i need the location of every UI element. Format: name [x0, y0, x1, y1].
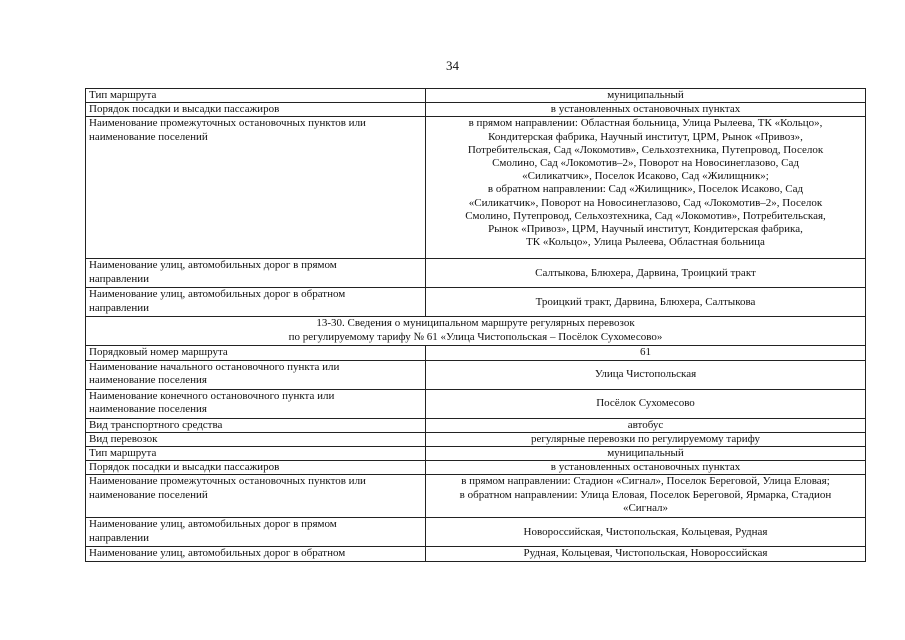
value-line: «Сигнал»	[622, 501, 669, 514]
start-stop-value: Улица Чистопольская	[426, 360, 866, 389]
table-row	[86, 389, 866, 418]
label-line: наименование поселения	[89, 373, 207, 386]
label-line: Наименование улиц, автомобильных дорог в обратном	[89, 288, 346, 301]
table-row	[86, 518, 866, 547]
boarding-order-label: Порядок посадки и высадки пассажиров	[86, 461, 426, 475]
label-line: Наименование улиц, автомобильных дорог в прямом	[89, 518, 337, 531]
table-row	[86, 432, 866, 446]
table-row	[86, 475, 866, 518]
value-line: Смолино, Сад «Локомотив–2», Поворот на Новосинеглазово, Сад	[492, 157, 799, 170]
table-row	[86, 418, 866, 432]
intermediate-stops-label	[86, 117, 426, 259]
streets-back-label: Наименование улиц, автомобильных дорог в обратном	[86, 547, 426, 561]
value-line: Рынок «Привоз», ЦРМ, Научный институт, Кондитерская фабрика,	[488, 223, 803, 236]
table-row	[86, 117, 866, 259]
label-line: наименование поселения	[89, 402, 207, 415]
table-row	[86, 360, 866, 389]
intermediate-stops-label	[86, 475, 426, 518]
route-type-value: муниципальный	[426, 89, 866, 103]
section-heading	[86, 317, 866, 346]
boarding-order-label: Порядок посадки и высадки пассажиров	[86, 103, 426, 117]
value-line: «Силикатчик», Поворот на Новосинеглазово, Сад «Локомотив–2», Поселок	[468, 196, 823, 209]
route-type-label: Тип маршрута	[86, 89, 426, 103]
label-line: наименование поселений	[89, 130, 208, 143]
value-line: в прямом направлении: Стадион «Сигнал», Поселок Береговой, Улица Еловая;	[461, 475, 830, 488]
intermediate-stops-value	[426, 117, 866, 259]
value-line: в прямом направлении: Областная больница, Улица Рылеева, ТК «Кольцо»,	[468, 117, 823, 130]
route-number-label: Порядковый номер маршрута	[86, 346, 426, 360]
value-line: Смолино, Путепровод, Сельхозтехника, Сад «Локомотив», Потребительская,	[465, 209, 826, 222]
page-number: 34	[446, 58, 459, 73]
streets-forward-value: Новороссийская, Чистопольская, Кольцевая, Рудная	[426, 518, 866, 547]
table-row	[86, 547, 866, 561]
label-line: наименование поселений	[89, 488, 208, 501]
streets-back-label	[86, 288, 426, 317]
route-type-label: Тип маршрута	[86, 447, 426, 461]
table-row	[86, 89, 866, 103]
label-line: Наименование промежуточных остановочных пунктов или	[89, 475, 366, 488]
value-line: ТК «Кольцо», Улица Рылеева, Областная больница	[526, 236, 765, 249]
label-line: Наименование конечного остановочного пункта или	[89, 389, 335, 402]
route-number-value: 61	[426, 346, 866, 360]
label-line: Наименование промежуточных остановочных пунктов или	[89, 117, 366, 130]
label-line: направлении	[89, 272, 149, 285]
start-stop-label	[86, 360, 426, 389]
boarding-order-value: в установленных остановочных пунктах	[426, 103, 866, 117]
section-heading-line: по регулируемому тарифу № 61 «Улица Чистопольская – Посёлок Сухомесово»	[288, 330, 663, 343]
route-table	[85, 88, 866, 562]
label-line: Наименование улиц, автомобильных дорог в прямом	[89, 259, 337, 272]
label-line: Наименование начального остановочного пункта или	[89, 360, 340, 373]
label-line: направлении	[89, 301, 149, 314]
value-line: «Силикатчик», Поселок Исаково, Сад «Жилищник»;	[522, 170, 769, 183]
intermediate-stops-value	[426, 475, 866, 518]
transport-kind-value: регулярные перевозки по регулируемому тарифу	[426, 432, 866, 446]
streets-back-value: Троицкий тракт, Дарвина, Блюхера, Салтыкова	[426, 288, 866, 317]
table-row	[86, 103, 866, 117]
table-row	[86, 288, 866, 317]
streets-forward-label	[86, 518, 426, 547]
boarding-order-value: в установленных остановочных пунктах	[426, 461, 866, 475]
vehicle-value: автобус	[426, 418, 866, 432]
value-line: в обратном направлении: Улица Еловая, Поселок Береговой, Ярмарка, Стадион	[459, 488, 832, 501]
value-line: в обратном направлении: Сад «Жилищник», Поселок Исаково, Сад	[487, 183, 804, 196]
streets-back-value: Рудная, Кольцевая, Чистопольская, Новороссийская	[426, 547, 866, 561]
transport-kind-label: Вид перевозок	[86, 432, 426, 446]
label-line: направлении	[89, 531, 149, 544]
table-row	[86, 461, 866, 475]
table-row	[86, 259, 866, 288]
table-row	[86, 346, 866, 360]
route-type-value: муниципальный	[426, 447, 866, 461]
value-line: Потребительская, Сад «Локомотив», Сельхозтехника, Путепровод, Поселок	[467, 143, 824, 156]
value-line: Кондитерская фабрика, Научный институт, ЦРМ, Рынок «Привоз»,	[488, 130, 803, 143]
streets-forward-value: Салтыкова, Блюхера, Дарвина, Троицкий тракт	[426, 259, 866, 288]
vehicle-label: Вид транспортного средства	[86, 418, 426, 432]
end-stop-label	[86, 389, 426, 418]
end-stop-value: Посёлок Сухомесово	[426, 389, 866, 418]
section-heading-row	[86, 317, 866, 346]
table-row	[86, 447, 866, 461]
section-heading-line: 13-30. Сведения о муниципальном маршруте регулярных перевозок	[316, 317, 635, 330]
streets-forward-label	[86, 259, 426, 288]
